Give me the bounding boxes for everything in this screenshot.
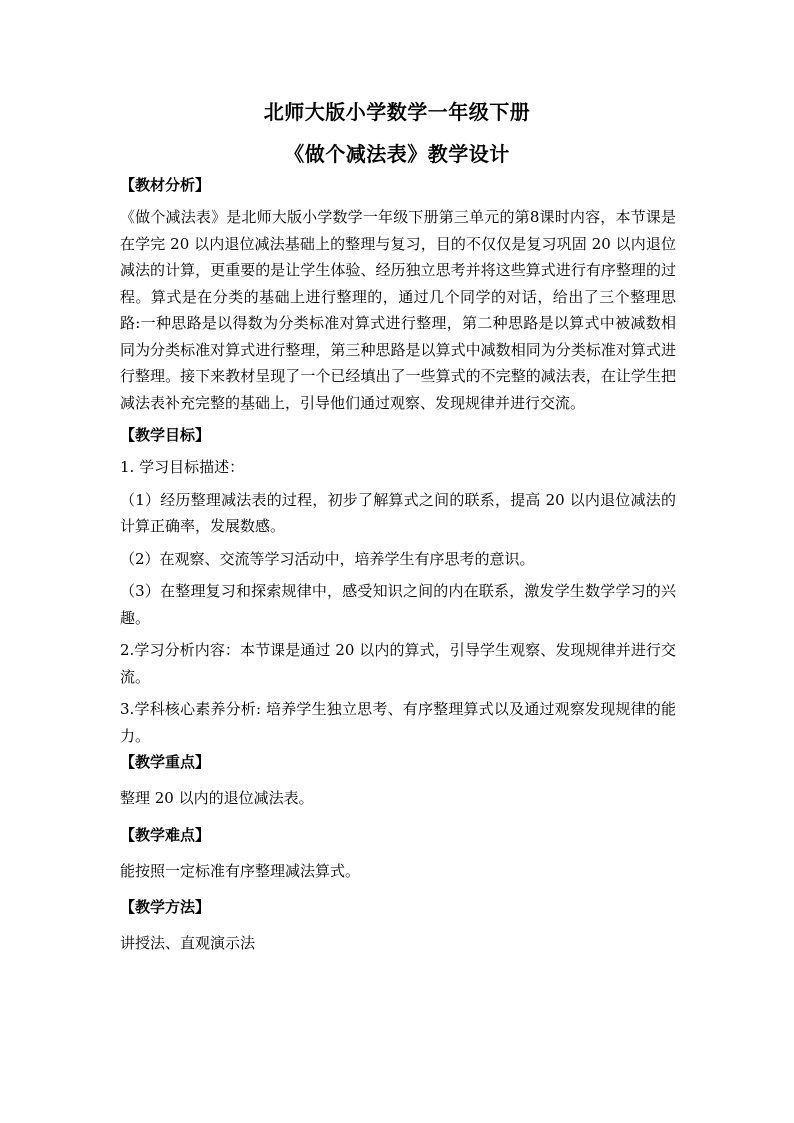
document-title-line1: 北师大版小学数学一年级下册 — [263, 100, 531, 124]
goals-item-2: 2.学习分析内容：本节课是通过 20 以内的算式，引导学生观察、发现规律并进行交流。 — [120, 641, 676, 686]
goals-item-1b: （2）在观察、交流等学习活动中，培养学生有序思考的意识。 — [120, 549, 535, 568]
analysis-heading: 【教材分析】 — [120, 176, 211, 194]
method-text: 讲授法、直观演示法 — [120, 934, 256, 952]
goals-item-3: 3.学科核心素养分析: 培养学生独立思考、有序整理算式以及通过观察发现规律的能力。 — [120, 700, 676, 745]
goals-item-1a: （1）经历整理减法表的过程，初步了解算式之间的联系，提高 20 以内退位减法的计算正确率，发展数感。 — [120, 490, 676, 535]
analysis-paragraph: 《做个减法表》是北师大版小学数学一年级下册第三单元的第8课时内容，本节课是在学完 20 以内退位减法基础上的整理与复习，目的不仅仅是复习巩固 20 以内退位减法的计算，更重要的是让学生体验、经历独立思考并将这些算式进行有序整理的过程。算式是在分类的基础上进行整理的，通过几个同学的对话，给出了三个整理思路:一种思路是以得数为分类标准对算式进行整理，第二种思路是以算式中被减数相同为分类标准对算式进行整理，第三种思路是以算式中减数相同为分类标准对算式进行整理。接下来教材呈现了一个已经填出了一些算式的不完整的减法表，在让学生把减法表补充完整的基础上，引导他们通过观察、发现规律并进行交流。 — [120, 208, 676, 412]
document-body — [120, 172, 676, 957]
goals-item-1c: （3）在整理复习和探索规律中，感受知识之间的内在联系，激发学生数学学习的兴趣。 — [120, 582, 676, 627]
key-points-heading: 【教学重点】 — [120, 753, 211, 771]
key-points-text: 整理 20 以内的退位减法表。 — [120, 789, 314, 807]
method-heading: 【教学方法】 — [120, 898, 211, 916]
document-title-line2: 《做个减法表》教学设计 — [284, 142, 510, 166]
difficulty-text: 能按照一定标准有序整理减法算式。 — [120, 861, 361, 880]
goals-item-1: 1. 学习目标描述： — [120, 458, 245, 476]
goals-heading: 【教学目标】 — [120, 426, 211, 444]
difficulty-heading: 【教学难点】 — [120, 825, 211, 844]
